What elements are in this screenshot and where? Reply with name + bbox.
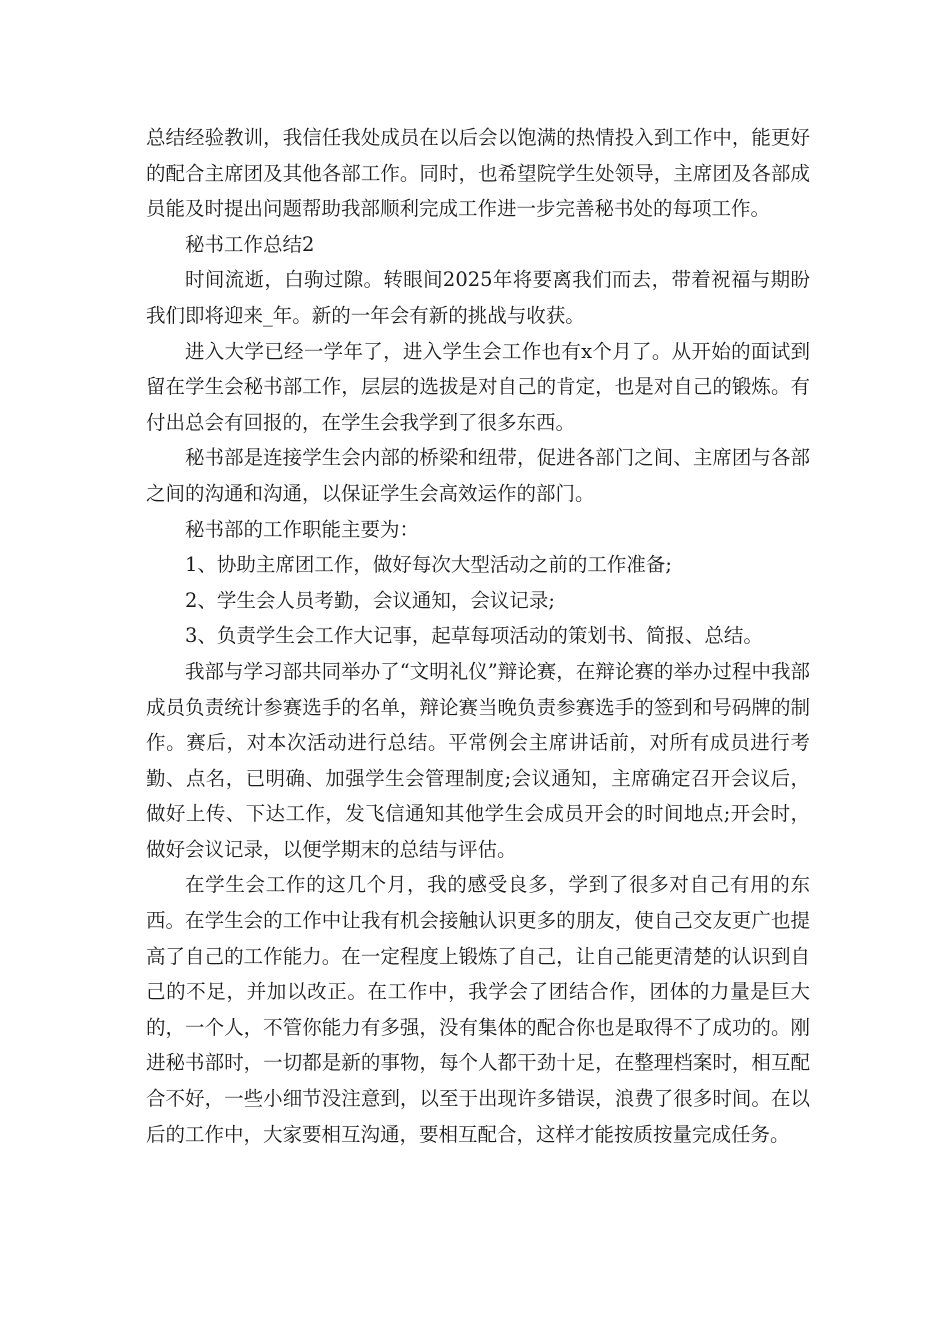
document-page (146, 120, 810, 1152)
list-item-1: 1、协助主席团工作，做好每次大型活动之前的工作准备; (185, 553, 672, 577)
paragraph-10: 我部与学习部共同举办了“文明礼仪”辩论赛，在辩论赛的举办过程中我部成员负责统计参赛选手的名单，辩论赛当晚负责参赛选手的签到和号码牌的制作。赛后，对本次活动进行总结。平常例会主席讲话前，对所有成员进行考勤、点名，已明确、加强学生会管理制度;会议通知，主席确定召开会议后，做好上传、下达工作，发飞信通知其他学生会成员开会的时间地点;开会时，做好会议记录，以便学期末的总结与评估。 (146, 659, 810, 861)
list-item-3: 3、负责学生会工作大记事，起草每项活动的策划书、简报、总结。 (185, 624, 763, 648)
paragraph-6: 秘书部的工作职能主要为： (185, 517, 420, 541)
paragraph-1: 总结经验教训，我信任我处成员在以后会以饱满的热情投入到工作中，能更好的配合主席团及其他各部工作。同时，也希望院学生处领导，主席团及各部成员能及时提出问题帮助我部顺利完成工作进一步完善秘书处的每项工作。 (146, 126, 810, 221)
paragraph-11: 在学生会工作的这几个月，我的感受良多，学到了很多对自己有用的东西。在学生会的工作中让我有机会接触认识更多的朋友，使自己交友更广也提高了自己的工作能力。在一定程度上锻炼了自己，让自己能更清楚的认识到自己的不足，并加以改正。在工作中，我学会了团结合作，团体的力量是巨大的，一个人，不管你能力有多强，没有集体的配合你也是取得不了成功的。刚进秘书部时，一切都是新的事物，每个人都干劲十足，在整理档案时，相互配合不好，一些小细节没注意到，以至于出现许多错误，浪费了很多时间。在以后的工作中，大家要相互沟通，要相互配合，这样才能按质按量完成任务。 (146, 873, 810, 1146)
list-item-2: 2、学生会人员考勤，会议通知，会议记录; (185, 588, 555, 612)
paragraph-3: 时间流逝，白驹过隙。转眼间2025年将要离我们而去，带着祝福与期盼我们即将迎来_年。新的一年会有新的挑战与收获。 (146, 268, 810, 327)
paragraph-4: 进入大学已经一学年了，进入学生会工作也有x个月了。从开始的面试到留在学生会秘书部工作，层层的选拔是对自己的肯定，也是对自己的锻炼。有付出总会有回报的，在学生会我学到了很多东西。 (146, 339, 810, 434)
section-heading: 秘书工作总结2 (185, 232, 315, 256)
paragraph-5: 秘书部是连接学生会内部的桥梁和纽带，促进各部门之间、主席团与各部之间的沟通和沟通，以保证学生会高效运作的部门。 (146, 446, 810, 505)
